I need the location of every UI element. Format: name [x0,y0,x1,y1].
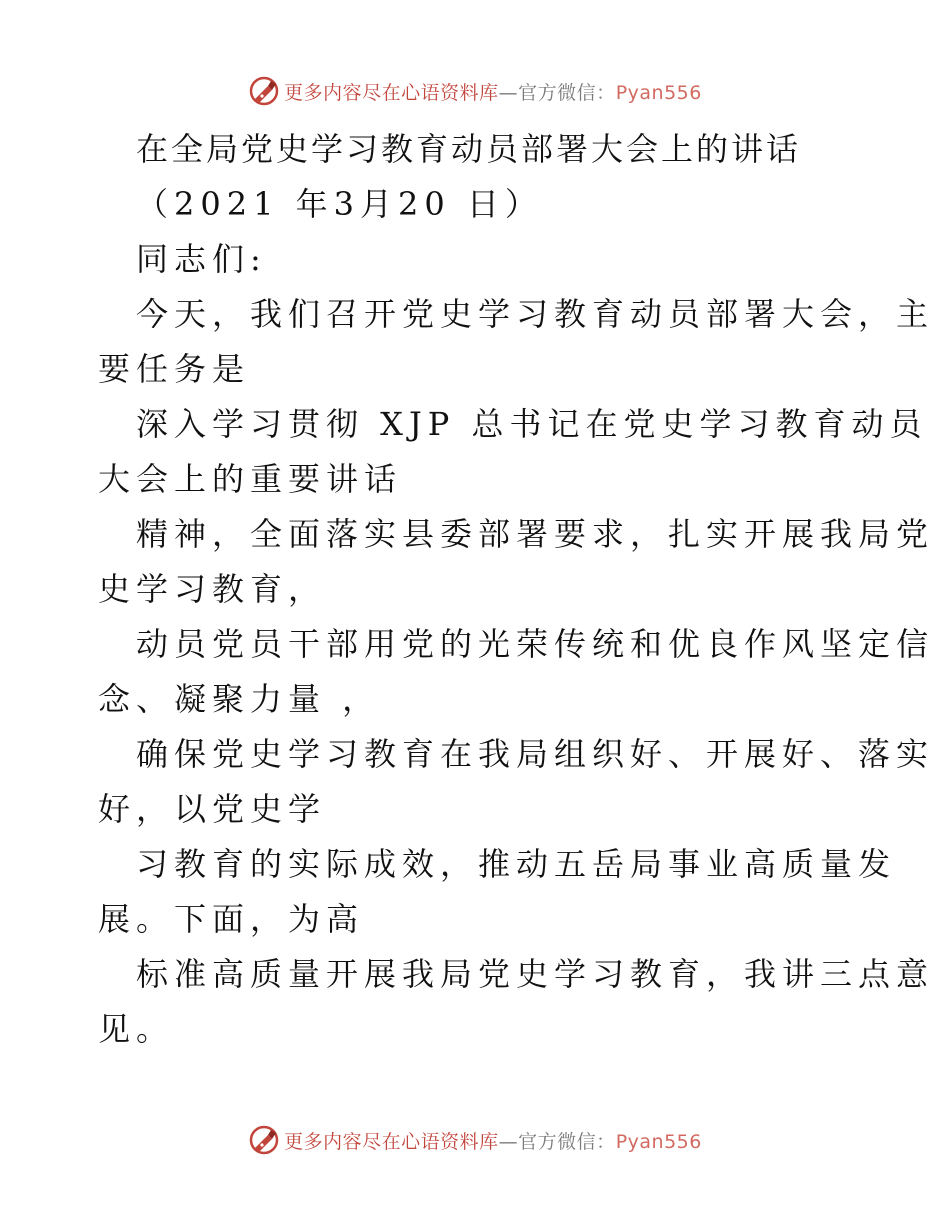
document-date: （2021 年3月20 日） [136,185,543,223]
banner-main-text: 更多内容尽在心语资料库 [284,81,499,104]
banner-text [284,78,702,105]
footer-banner [0,1120,950,1160]
banner-wechat-label: 官方微信： [518,81,616,104]
salutation: 同志们: [136,240,267,278]
document-body [98,122,935,1057]
pen-nib-logo-icon [248,1124,280,1156]
pen-nib-logo-icon [248,75,280,107]
banner-wechat-id: Pyan556 [615,1130,702,1153]
paragraph-line: 史学习教育， [98,570,327,608]
banner-dash: — [498,1130,519,1153]
paragraph-line: 见。 [98,1010,175,1048]
paragraph-line: 好，以党史学 [98,790,327,828]
paragraph-line: 习教育的实际成效，推动五岳局事业高质量发 [136,845,897,883]
paragraph-line: 今天，我们召开党史学习教育动员部署大会，主 [136,295,935,333]
paragraph-line: 深入学习贯彻 XJP 总书记在党史学习教育动员 [136,405,928,443]
paragraph-line: 确保党史学习教育在我局组织好、开展好、落实 [136,735,935,773]
paragraph-line: 动员党员干部用党的光荣传统和优良作风坚定信 [136,625,935,663]
paragraph-line: 标准高质量开展我局党史学习教育，我讲三点意 [136,955,935,993]
banner-text [284,1127,702,1154]
header-banner [0,71,950,111]
banner-wechat-id: Pyan556 [615,81,702,104]
paragraph-line: 大会上的重要讲话 [98,460,403,498]
paragraph-line: 精神，全面落实县委部署要求，扎实开展我局党 [136,515,935,553]
document-title: 在全局党史学习教育动员部署大会上的讲话 [136,130,802,168]
paragraph-line: 展。下面，为高 [98,900,365,938]
paragraph-line: 要任务是 [98,350,251,388]
banner-wechat-label: 官方微信： [518,1130,616,1153]
paragraph-line: 念、凝聚力量 ， [98,680,381,718]
banner-main-text: 更多内容尽在心语资料库 [284,1130,499,1153]
banner-dash: — [498,81,519,104]
